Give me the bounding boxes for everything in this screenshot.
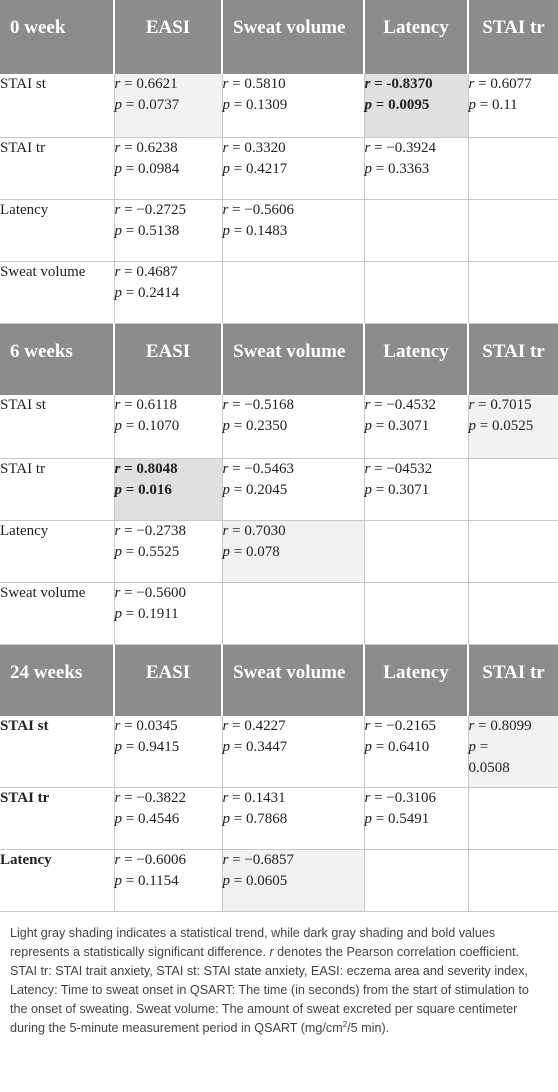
column-header-stai-tr: STAI tr (468, 323, 558, 395)
p-value: 0.3071 (387, 418, 430, 434)
correlation-cell (222, 137, 364, 199)
r-symbol: r (468, 76, 475, 92)
p-line: p = 0.3071 (364, 418, 430, 434)
correlation-cell (222, 395, 364, 458)
correlation-cell (468, 395, 558, 458)
r-line: r = −0.3106 (364, 789, 437, 806)
p-symbol: p (364, 481, 372, 498)
p-symbol: p (114, 605, 122, 622)
footnote-superscript: 2 (342, 1019, 348, 1029)
p-symbol: p (468, 418, 476, 434)
r-value: -0.8370 (386, 76, 433, 92)
p-symbol: p (114, 222, 122, 239)
r-line: r = 0.6621 (114, 76, 178, 92)
r-value: −0.5168 (244, 397, 295, 413)
table-row (0, 395, 558, 458)
r-symbol: r (222, 718, 229, 734)
correlation-cell (364, 74, 468, 137)
r-value: −0.3924 (386, 139, 437, 156)
r-value: 0.6238 (136, 139, 178, 156)
column-header-stai-tr: STAI tr (468, 0, 558, 74)
r-line: r = −0.5168 (222, 397, 295, 413)
table-row (0, 787, 558, 849)
correlation-cell (114, 582, 222, 644)
p-line: p = 0.3071 (364, 481, 430, 498)
p-value: 0.2045 (245, 481, 288, 498)
r-value: −0.3106 (386, 789, 437, 806)
empty-cell (364, 261, 468, 323)
correlation-cell (222, 787, 364, 849)
row-label: Latency (0, 849, 114, 911)
r-symbol: r (364, 460, 371, 477)
table-row (0, 849, 558, 911)
footnote-text-1: Light gray shading indicates a statistical trend, while dark gray shading and bold values represents a statistically significant difference. (10, 925, 496, 959)
empty-cell (222, 261, 364, 323)
r-symbol: r (364, 718, 371, 734)
column-header-sweat-volume: Sweat volume (222, 323, 364, 395)
r-value: 0.7030 (244, 522, 286, 539)
correlation-cell (364, 716, 468, 787)
column-header-easi: EASI (114, 323, 222, 395)
p-value: 0.3447 (245, 739, 288, 755)
r-line: r = −0.5606 (222, 201, 295, 218)
p-line: p = 0.5525 (114, 543, 180, 560)
p-symbol: p (114, 739, 122, 755)
r-line: r = −0.2165 (364, 718, 437, 734)
column-header-easi: EASI (114, 0, 222, 74)
p-value: 0.5138 (137, 222, 180, 239)
p-symbol: p (222, 543, 230, 560)
empty-cell (468, 458, 558, 520)
r-line: r = 0.8099 (468, 718, 532, 734)
r-symbol: r (222, 851, 229, 868)
p-value: 0.3363 (387, 160, 430, 177)
p-symbol: p (114, 872, 122, 889)
table-row (0, 261, 558, 323)
p-symbol: p (114, 418, 122, 434)
row-label: STAI tr (0, 137, 114, 199)
p-line: p = 0.1483 (222, 222, 288, 239)
correlation-cell (468, 74, 558, 137)
p-value: 0.0605 (245, 872, 288, 889)
correlation-cell (468, 716, 558, 787)
section-title: 24 weeks (0, 644, 114, 716)
p-value: 0.1070 (137, 418, 180, 434)
p-line: p = 0.4546 (114, 810, 180, 827)
r-line: r = 0.5810 (222, 76, 286, 92)
r-line: r = 0.6118 (114, 397, 178, 413)
r-value: −0.6857 (244, 851, 295, 868)
correlation-cell (364, 137, 468, 199)
r-line: r = −0.3822 (114, 789, 187, 806)
p-value: 0.0095 (388, 97, 430, 113)
column-header-easi: EASI (114, 644, 222, 716)
p-symbol: p (114, 543, 122, 560)
p-line: p = 0.11 (468, 97, 518, 113)
p-line: p = 0.0605 (222, 872, 288, 889)
r-symbol: r (114, 139, 121, 156)
section-title: 0 week (0, 0, 114, 74)
empty-cell (364, 520, 468, 582)
correlation-cell (222, 520, 364, 582)
r-value: 0.6118 (136, 397, 178, 413)
r-symbol: r (114, 76, 121, 92)
correlation-cell (222, 849, 364, 911)
footnote-text-3: /5 min). (347, 1020, 390, 1035)
row-label: STAI st (0, 716, 114, 787)
r-line: r = −04532 (364, 460, 433, 477)
correlation-cell (222, 199, 364, 261)
r-symbol: r (468, 718, 475, 734)
r-line: r = −0.5463 (222, 460, 295, 477)
p-line: p = 0.1154 (114, 872, 179, 889)
p-value: 0.5491 (387, 810, 430, 827)
p-line: p = 0.1070 (114, 418, 180, 434)
r-value: 0.1431 (244, 789, 286, 806)
column-header-stai-tr: STAI tr (468, 644, 558, 716)
column-header-latency: Latency (364, 323, 468, 395)
p-symbol: p (222, 222, 230, 239)
row-label: Sweat volume (0, 261, 114, 323)
table-row (0, 716, 558, 787)
empty-cell (364, 582, 468, 644)
p-line: p = 0.2414 (114, 284, 180, 301)
empty-cell (364, 849, 468, 911)
p-line: p = 0.0525 (468, 418, 534, 434)
p-line: p = 0.5138 (114, 222, 180, 239)
p-line: p = 0.6410 (364, 739, 430, 755)
r-line: r = 0.4227 (222, 718, 286, 734)
p-symbol: p (468, 97, 476, 113)
r-line: r = 0.7030 (222, 522, 286, 539)
empty-cell (468, 582, 558, 644)
p-symbol: p (222, 872, 230, 889)
section-header-row (0, 323, 558, 395)
r-symbol: r (468, 397, 475, 413)
p-symbol: p (222, 418, 230, 434)
correlation-cell (114, 261, 222, 323)
p-symbol: p (364, 739, 372, 755)
p-line: p = 0.1911 (114, 605, 179, 622)
empty-cell (222, 582, 364, 644)
p-symbol: p (364, 97, 372, 113)
r-line: r = 0.1431 (222, 789, 286, 806)
correlation-cell (114, 458, 222, 520)
p-value: 0.016 (138, 481, 172, 498)
p-value: 0.0508 (468, 760, 510, 776)
p-symbol: p (114, 284, 122, 301)
section-header-row (0, 644, 558, 716)
r-line: r = 0.7015 (468, 397, 532, 413)
p-value: 0.9415 (137, 739, 180, 755)
p-symbol: p (222, 97, 230, 113)
row-label: STAI st (0, 395, 114, 458)
r-value: −04532 (386, 460, 433, 477)
section-header-row (0, 0, 558, 74)
p-value: 0.0984 (137, 160, 180, 177)
r-symbol: r (222, 201, 229, 218)
r-line: r = −0.6857 (222, 851, 295, 868)
row-label: STAI st (0, 74, 114, 137)
r-value: 0.4687 (136, 263, 178, 280)
correlation-cell (222, 716, 364, 787)
p-line: p = 0.078 (222, 543, 280, 560)
p-line: p = 0.4217 (222, 160, 288, 177)
p-symbol: p (468, 739, 476, 755)
section-title: 6 weeks (0, 323, 114, 395)
table-footnote (0, 912, 558, 1038)
correlation-cell (114, 849, 222, 911)
row-label: STAI tr (0, 458, 114, 520)
r-symbol: r (114, 851, 121, 868)
r-line: r = 0.8048 (114, 460, 178, 477)
p-value: 0.11 (491, 97, 518, 113)
p-value: 0.1154 (137, 872, 179, 889)
p-symbol: p (222, 810, 230, 827)
r-value: −0.5463 (244, 460, 295, 477)
r-line: r = −0.2725 (114, 201, 187, 218)
r-value: 0.0345 (136, 718, 178, 734)
r-value: 0.6077 (490, 76, 532, 92)
r-value: −0.2725 (136, 201, 187, 218)
p-symbol: p (364, 160, 372, 177)
p-line: p = 0.1309 (222, 97, 288, 113)
r-line: r = 0.6077 (468, 76, 532, 92)
p-line: p = 0.7868 (222, 810, 288, 827)
p-value: 0.5525 (137, 543, 180, 560)
p-value: 0.078 (245, 543, 280, 560)
r-symbol: r (222, 76, 229, 92)
column-header-latency: Latency (364, 644, 468, 716)
table-row (0, 458, 558, 520)
footnote-text-2: denotes the Pearson correlation coefficient. STAI tr: STAI trait anxiety, STAI st: STAI state anxiety, EASI: eczema area and severity index, Latency: Time to sweat onset in QSART: The time (in seconds) from the start of stimulation to the onset of sweating. Sweat volume: The amount of sweat excreted per square centimeter during the 5-minute measurement period in QSART (mg/cm (10, 944, 529, 1035)
p-value: 0.0737 (137, 97, 180, 113)
r-symbol: r (222, 522, 229, 539)
r-value: 0.5810 (244, 76, 286, 92)
row-label: Sweat volume (0, 582, 114, 644)
correlation-cell (222, 74, 364, 137)
r-value: 0.8048 (136, 460, 178, 477)
p-line: p = 0.2350 (222, 418, 288, 434)
r-symbol: r (222, 789, 229, 806)
p-symbol: p (114, 481, 122, 498)
r-line: r = −0.2738 (114, 522, 187, 539)
r-line: r = 0.3320 (222, 139, 286, 156)
empty-cell (468, 137, 558, 199)
r-value: 0.6621 (136, 76, 178, 92)
empty-cell (364, 199, 468, 261)
r-symbol: r (222, 397, 229, 413)
p-value: 0.4217 (245, 160, 288, 177)
r-symbol: r (114, 201, 121, 218)
r-value: 0.4227 (244, 718, 286, 734)
r-value: −0.2738 (136, 522, 187, 539)
column-header-latency: Latency (364, 0, 468, 74)
p-value: 0.2350 (245, 418, 288, 434)
r-value: 0.7015 (490, 397, 532, 413)
empty-cell (468, 261, 558, 323)
p-value: 0.7868 (245, 810, 288, 827)
correlation-cell (114, 74, 222, 137)
correlation-cell (364, 395, 468, 458)
p-line: p = 0.3447 (222, 739, 288, 755)
table-row (0, 199, 558, 261)
p-value: 0.1911 (137, 605, 179, 622)
p-value: 0.1309 (245, 97, 288, 113)
p-symbol: p (222, 160, 230, 177)
correlation-cell (364, 787, 468, 849)
column-header-sweat-volume: Sweat volume (222, 0, 364, 74)
r-symbol: r (364, 397, 371, 413)
r-symbol: r (114, 460, 121, 477)
p-symbol: p (364, 810, 372, 827)
correlation-cell (114, 716, 222, 787)
r-symbol: r (114, 789, 121, 806)
p-line: p = 0.0508 (468, 739, 510, 776)
p-value: 0.4546 (137, 810, 180, 827)
p-line: p = 0.3363 (364, 160, 430, 177)
r-symbol: r (364, 789, 371, 806)
p-line: p = 0.0984 (114, 160, 180, 177)
r-value: −0.4532 (386, 397, 437, 413)
p-line: p = 0.2045 (222, 481, 288, 498)
r-symbol: r (222, 139, 229, 156)
column-header-sweat-volume: Sweat volume (222, 644, 364, 716)
p-line: p = 0.0095 (364, 97, 430, 113)
table-row (0, 520, 558, 582)
r-value: −0.3822 (136, 789, 187, 806)
r-symbol: r (364, 76, 371, 92)
p-value: 0.3071 (387, 481, 430, 498)
p-symbol: p (114, 160, 122, 177)
r-symbol: r (364, 139, 371, 156)
row-label: Latency (0, 520, 114, 582)
correlation-cell (222, 458, 364, 520)
footnote-r-symbol: r (269, 944, 274, 959)
r-line: r = −0.5600 (114, 584, 187, 601)
empty-cell (468, 199, 558, 261)
r-value: −0.2165 (386, 718, 437, 734)
p-value: 0.6410 (387, 739, 430, 755)
p-value: 0.0525 (491, 418, 534, 434)
r-symbol: r (114, 522, 121, 539)
empty-cell (468, 849, 558, 911)
p-symbol: p (364, 418, 372, 434)
r-line: r = 0.0345 (114, 718, 178, 734)
p-symbol: p (222, 481, 230, 498)
r-line: r = 0.6238 (114, 139, 178, 156)
r-value: −0.6006 (136, 851, 187, 868)
row-label: Latency (0, 199, 114, 261)
correlation-cell (114, 137, 222, 199)
row-label: STAI tr (0, 787, 114, 849)
r-symbol: r (114, 397, 121, 413)
table-row (0, 582, 558, 644)
r-value: 0.8099 (490, 718, 532, 734)
r-value: −0.5600 (136, 584, 187, 601)
r-line: r = −0.3924 (364, 139, 437, 156)
empty-cell (468, 520, 558, 582)
correlation-cell (364, 458, 468, 520)
correlation-cell (114, 199, 222, 261)
table-row (0, 137, 558, 199)
r-line: r = 0.4687 (114, 263, 178, 280)
p-value: 0.1483 (245, 222, 288, 239)
p-line: p = 0.5491 (364, 810, 430, 827)
p-line: p = 0.016 (114, 481, 172, 498)
p-symbol: p (114, 810, 122, 827)
r-line: r = -0.8370 (364, 76, 433, 92)
p-line: p = 0.9415 (114, 739, 180, 755)
r-line: r = −0.4532 (364, 397, 437, 413)
r-symbol: r (114, 263, 121, 280)
empty-cell (468, 787, 558, 849)
r-symbol: r (114, 584, 121, 601)
correlation-cell (114, 520, 222, 582)
r-symbol: r (114, 718, 121, 734)
correlation-cell (114, 395, 222, 458)
p-value: 0.2414 (137, 284, 180, 301)
r-value: −0.5606 (244, 201, 295, 218)
r-symbol: r (222, 460, 229, 477)
correlation-cell (114, 787, 222, 849)
table-row (0, 74, 558, 137)
p-symbol: p (222, 739, 230, 755)
r-line: r = −0.6006 (114, 851, 187, 868)
r-value: 0.3320 (244, 139, 286, 156)
p-symbol: p (114, 97, 122, 113)
p-line: p = 0.0737 (114, 97, 180, 113)
